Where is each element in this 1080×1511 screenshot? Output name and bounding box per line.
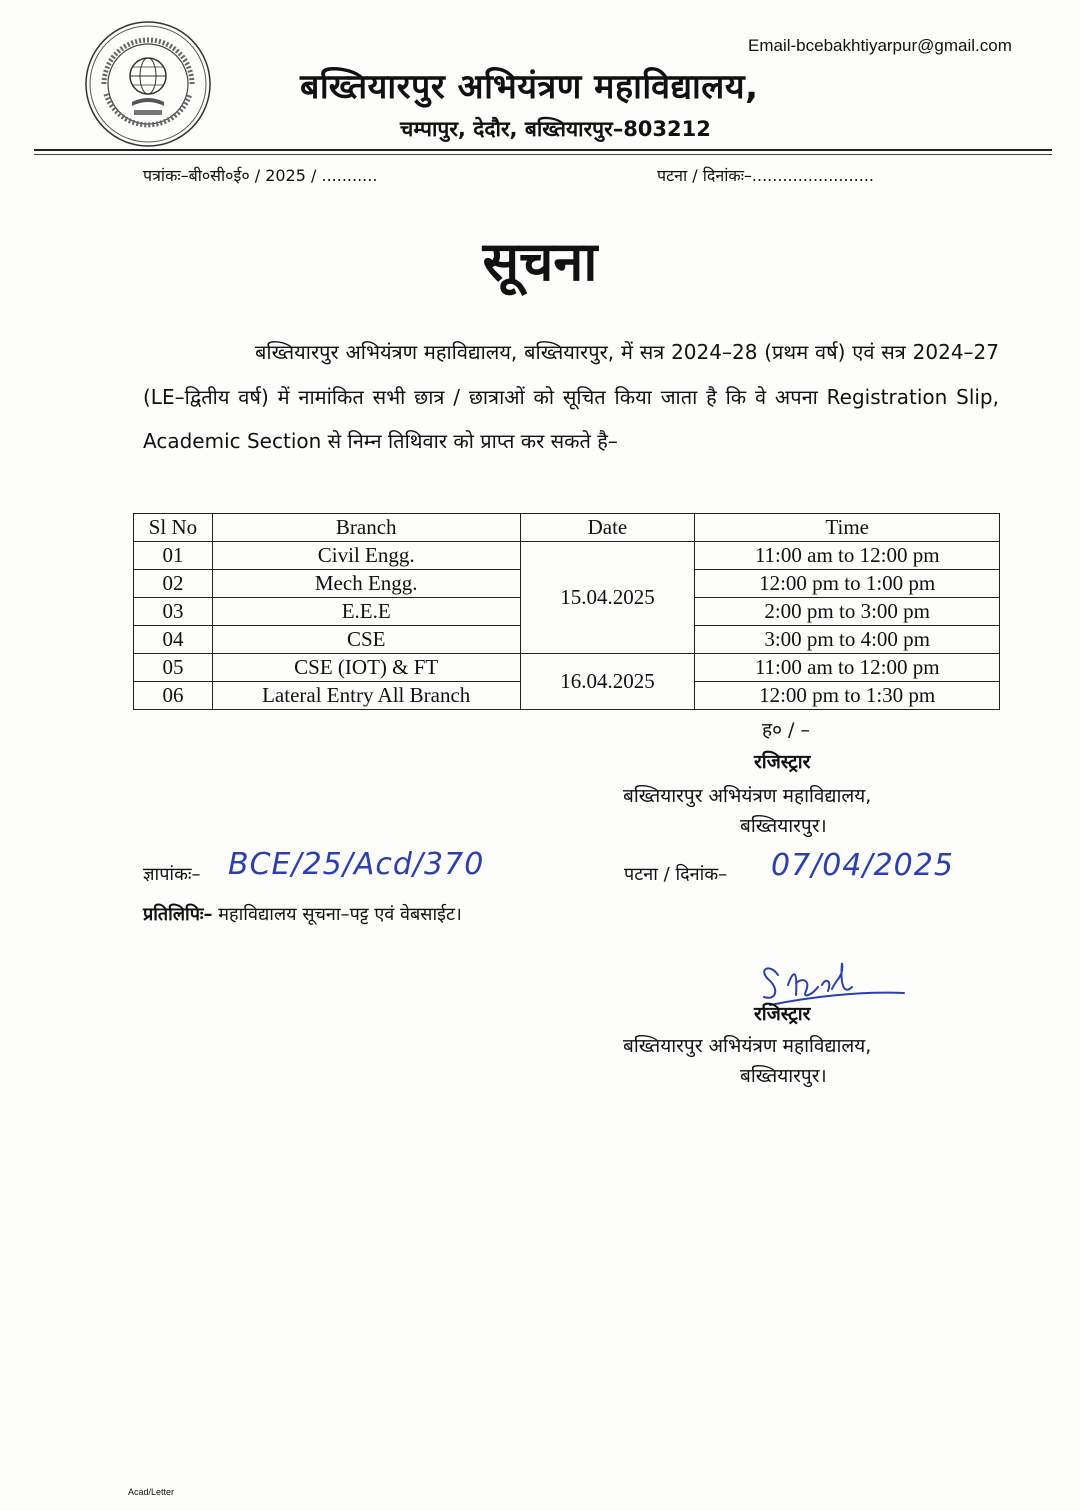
notice-body: बख्तियारपुर अभियंत्रण महाविद्यालय, बख्तियारपुर, में सत्र 2024–28 (प्रथम वर्ष) एवं सत्र 2024–27 (LE–द्वितीय वर्ष) में नामांकित सभी छात्र / छात्राओं को सूचित किया जाता है कि वे अपना Registration Slip, Academic Section से निम्न तिथिवार को प्राप्त कर सकते है– — [143, 340, 999, 453]
sl-cell: 05 — [134, 654, 213, 682]
college-name: बख्तियारपुर अभियंत्रण महाविद्यालय, — [300, 67, 759, 107]
branch-cell: Lateral Entry All Branch — [212, 682, 520, 710]
table-header-row — [134, 514, 1000, 542]
time-cell: 12:00 pm to 1:00 pm — [695, 570, 1000, 598]
time-cell: 3:00 pm to 4:00 pm — [695, 626, 1000, 654]
branch-cell: CSE (IOT) & FT — [212, 654, 520, 682]
college-address: चम्पापुर, देदौर, बख्तियारपुर–803212 — [400, 117, 711, 141]
copy-to-label: प्रतिलिपिः– — [143, 904, 213, 925]
letter-number: पत्रांकः–बी०सी०ई० / 2025 / ........... — [143, 166, 378, 185]
date-cell: 15.04.2025 — [520, 542, 695, 654]
sl-cell: 03 — [134, 598, 213, 626]
branch-cell: E.E.E — [212, 598, 520, 626]
signatory-college: बख्तियारपुर अभियंत्रण महाविद्यालय, — [623, 785, 872, 807]
memo-date-handwritten: 07/04/2025 — [771, 848, 954, 883]
sl-cell: 01 — [134, 542, 213, 570]
time-cell: 11:00 am to 12:00 pm — [695, 542, 1000, 570]
table-row — [134, 654, 1000, 682]
column-header: Time — [695, 514, 1000, 542]
footer-code: Acad/Letter — [128, 1487, 175, 1497]
branch-cell: Mech Engg. — [212, 570, 520, 598]
sl-cell: 02 — [134, 570, 213, 598]
header-divider-thin — [34, 154, 1052, 155]
branch-cell: Civil Engg. — [212, 542, 520, 570]
time-cell: 12:00 pm to 1:30 pm — [695, 682, 1000, 710]
signatory-city: बख्तियारपुर। — [740, 815, 827, 837]
sl-cell: 06 — [134, 682, 213, 710]
sl-cell: 04 — [134, 626, 213, 654]
signed-mark: ह० / – — [762, 719, 810, 741]
registrar-title-copy: रजिस्ट्रार — [754, 1003, 811, 1025]
copy-to-text: महाविद्यालय सूचना–पट्ट एवं वेबसाईट। — [218, 904, 462, 925]
signatory-college-copy: बख्तियारपुर अभियंत्रण महाविद्यालय, — [623, 1035, 872, 1057]
place-date-line: पटना / दिनांकः–........................ — [657, 166, 874, 185]
memo-number-handwritten: BCE/25/Acd/370 — [228, 847, 485, 882]
column-header: Branch — [212, 514, 520, 542]
memo-number-label: ज्ञापांकः– — [143, 864, 201, 885]
time-cell: 2:00 pm to 3:00 pm — [695, 598, 1000, 626]
date-cell: 16.04.2025 — [520, 654, 695, 710]
signatory-city-copy: बख्तियारपुर। — [740, 1065, 827, 1087]
header-divider — [34, 149, 1052, 151]
notice-title: सूचना — [482, 230, 598, 293]
memo-date-label: पटना / दिनांक– — [624, 864, 728, 885]
copy-to-line — [143, 902, 462, 926]
college-email: Email-bcebakhtiyarpur@gmail.com — [748, 36, 1012, 55]
column-header: Sl No — [134, 514, 213, 542]
registrar-title: रजिस्ट्रार — [754, 751, 811, 773]
registration-schedule-table — [133, 513, 1000, 710]
table-row — [134, 542, 1000, 570]
branch-cell: CSE — [212, 626, 520, 654]
column-header: Date — [520, 514, 695, 542]
college-logo — [84, 20, 212, 148]
time-cell: 11:00 am to 12:00 pm — [695, 654, 1000, 682]
